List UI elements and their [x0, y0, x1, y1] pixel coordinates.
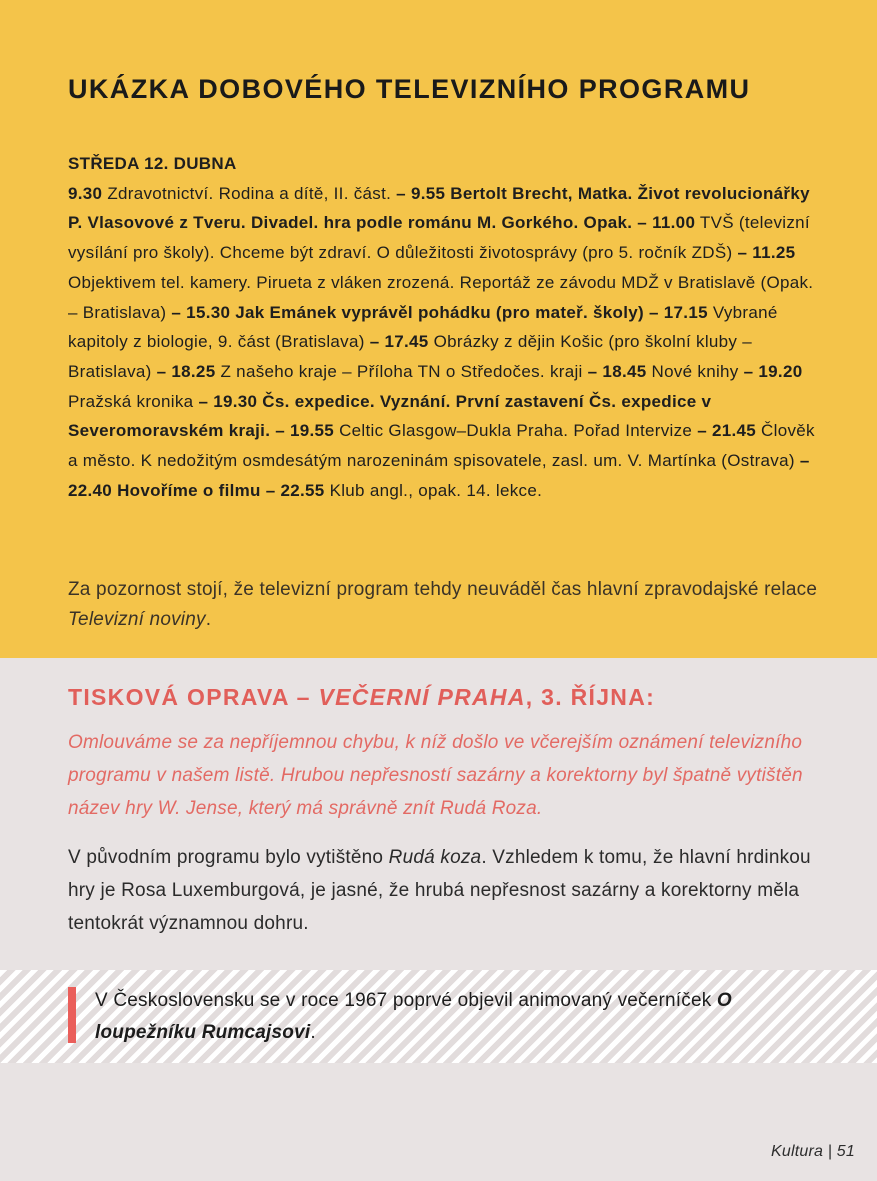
callout-end: . — [310, 1022, 316, 1043]
schedule-time: – 17.45 — [369, 332, 429, 352]
schedule-time: – 19.20 — [743, 361, 803, 381]
note-italic: Televizní noviny — [68, 609, 206, 630]
schedule-time: – 18.25 — [156, 361, 216, 381]
schedule-item: Člověk a město. K nedožitým osmdesátým narozeninám spisovatele, zasl. um. V. Martínka (Ostrava) — [68, 421, 815, 471]
day-heading: STŘEDA 12. DUBNA — [68, 154, 237, 173]
callout-main: V Československu se v roce 1967 poprvé objevil animovaný večerníček — [95, 990, 717, 1011]
erratum-title-a: TISKOVÁ OPRAVA – — [68, 684, 319, 710]
schedule-time: – 19.30 Čs. expedice. Vyznání. První zastavení Čs. expedice v Severomoravském kraji. – 19.55 — [68, 391, 712, 441]
tv-schedule — [68, 149, 828, 505]
schedule-item: Zdravotnictví. Rodina a dítě, II. část. — [102, 183, 397, 203]
callout-title: O loupežníku Rumcajsovi — [95, 990, 732, 1043]
para-italic: Rudá koza — [388, 847, 482, 868]
schedule-text — [68, 184, 815, 500]
schedule-item: Vybrané kapitoly z biologie, 9. část (Bratislava) — [68, 302, 778, 352]
schedule-item: Pražská kronika — [68, 391, 199, 411]
erratum-title-italic: VEČERNÍ PRAHA — [318, 684, 526, 710]
note-end: . — [205, 609, 212, 630]
erratum-title-b: , 3. ŘÍJNA: — [525, 684, 656, 710]
schedule-time: – 15.30 Jak Emánek vyprávěl pohádku (pro mateř. školy) – 17.15 — [171, 302, 708, 322]
schedule-item: Z našeho kraje – Příloha TN o Středočes. kraji — [215, 361, 588, 381]
schedule-item: Objektivem tel. kamery. Pirueta z vláken zrozená. Reportáž ze závodu MDŽ v Bratislavě (Opak. – Bratislava) — [68, 272, 814, 322]
schedule-item: Obrázky z dějin Košic (pro školní kluby – Bratislava) — [68, 332, 753, 381]
schedule-item: Klub angl., opak. 14. lekce. — [324, 480, 543, 500]
schedule-item: TVŠ (televizní vysílání pro školy). Chceme být zdraví. O důležitosti životosprávy (pro 5. ročník ZDŠ) — [68, 213, 810, 263]
schedule-time: 9.30 — [68, 183, 103, 203]
erratum-quote: Omlouváme se za nepříjemnou chybu, k níž došlo ve včerejším oznámení televizního programu v našem listě. Hrubou nepřesností sazárny a korektorny byl špatně vytištěn název hry W. Jense, který má správně znít Rudá Roza. — [68, 732, 803, 819]
schedule-time: – 21.45 — [697, 421, 757, 441]
para-a: V původním programu bylo vytištěno — [68, 847, 389, 868]
erratum-explanation — [68, 841, 828, 940]
schedule-item: Celtic Glasgow–Dukla Praha. Pořad Intervize — [334, 421, 698, 441]
schedule-item: Nové knihy — [646, 361, 744, 381]
program-note — [68, 575, 828, 635]
note-text: Za pozornost stojí, že televizní program tehdy neuváděl čas hlavní zpravodajské relace — [68, 579, 818, 600]
schedule-time: – 9.55 Bertolt Brecht, Matka. Život revolucionářky P. Vlasovové z Tveru. Divadel. hra podle románu M. Gorkého. Opak. – 11.00 — [68, 183, 810, 233]
schedule-time: – 11.25 — [737, 243, 796, 263]
callout-text — [95, 985, 825, 1049]
schedule-time: – 22.40 Hovoříme o filmu – 22.55 — [68, 451, 810, 500]
schedule-time: – 18.45 — [587, 361, 647, 381]
para-b: . Vzhledem k tomu, že hlavní hrdinkou hry je Rosa Luxemburgová, je jasné, že hrubá nepřesnost sazárny a korektorny měla tentokrát významnou dohru. — [68, 847, 811, 934]
callout-accent-bar — [68, 987, 76, 1043]
section-title: UKÁZKA DOBOVÉHO TELEVIZNÍHO PROGRAMU — [68, 74, 751, 104]
erratum-title — [68, 684, 655, 711]
page-footer: Kultura | 51 — [771, 1143, 855, 1160]
